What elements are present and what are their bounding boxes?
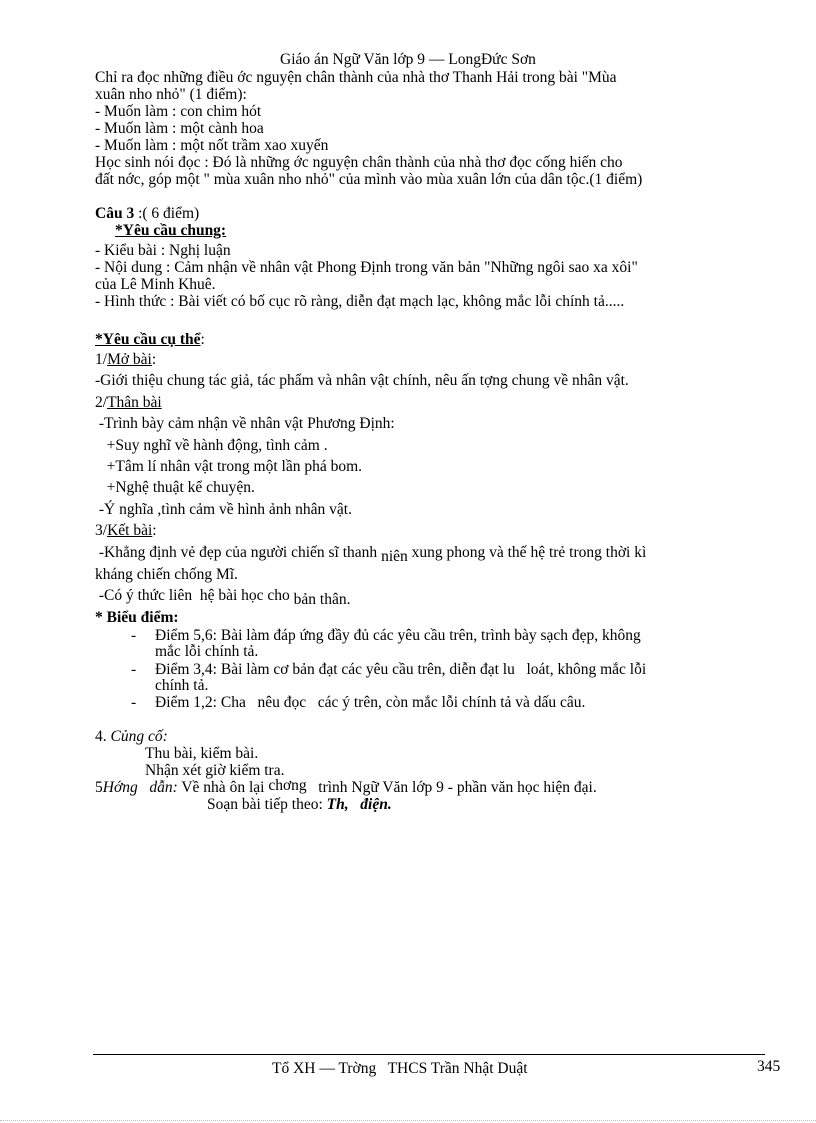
than-bai-label: Thân bài — [107, 394, 162, 411]
wish-item: - Muốn làm : một nốt trầm xao xuyến — [95, 137, 329, 154]
mo-bai-text: -Giới thiệu chung tác giả, tác phẩm và nhân vật chính, nêu ấn tợng chung về nhân vật. — [95, 372, 629, 389]
section-5-label: Hớng dẫn: — [102, 779, 178, 796]
page-header-title: Giáo án Ngữ Văn lớp 9 — LongĐức Sơn — [280, 51, 536, 68]
mo-bai-label: Mở bài — [107, 351, 152, 368]
than-bai-item: -Ý nghĩa ,tình cảm về hình ảnh nhân vật. — [95, 501, 352, 518]
section-5-line: 5Hớng dẫn: Về nhà ôn lại chơng trình Ngữ Văn lớp 9 - phần văn học hiện đại. — [95, 777, 597, 796]
intro-line: Chỉ ra đọc những điều ớc nguyện chân thành của nhà thơ Thanh Hải trong bài "Mùa — [95, 69, 617, 86]
section-5-line: Soạn bài tiếp theo: Th, điện. — [207, 796, 392, 813]
general-item: của Lê Minh Khuê. — [95, 276, 216, 293]
page-edge-dotted-line — [0, 1120, 816, 1121]
ket-bai-line: -Có ý thức liên hệ bài học cho bản thân. — [95, 587, 351, 608]
ket-bai-line: -Khẳng định vẻ đẹp của người chiến sĩ thanh niên xung phong và thế hệ trẻ trong thời kì — [95, 544, 647, 565]
section-4-heading: 4. Củng cố: — [95, 728, 168, 745]
scoring-heading: * Biểu điểm: — [95, 609, 179, 626]
page-number: 345 — [757, 1058, 781, 1075]
section-4-label: Củng cố: — [110, 728, 168, 745]
section-4-item: Thu bài, kiểm bài. — [145, 745, 259, 762]
answer-line: Học sinh nói đọc : Đó là những ớc nguyện chân thành của nhà thơ đọc cống hiến cho — [95, 154, 623, 171]
wish-item: - Muốn làm : một cành hoa — [95, 120, 264, 137]
than-bai-item: +Suy nghĩ về hành động, tình cảm . — [95, 437, 328, 454]
general-requirements-heading: *Yêu cầu chung: — [115, 222, 227, 239]
ket-bai-line: kháng chiến chống Mĩ. — [95, 566, 238, 583]
wish-item: - Muốn làm : con chim hót — [95, 103, 262, 120]
footer-school: Tổ XH — Trờng THCS Trần Nhật Duật — [272, 1060, 528, 1077]
specific-requirements-heading — [95, 331, 205, 348]
footer-divider — [93, 1054, 765, 1055]
section-4-item: Nhận xét giờ kiểm tra. — [145, 762, 285, 779]
question-3-points: :( 6 điểm) — [134, 205, 200, 222]
question-3-heading — [95, 205, 199, 222]
general-item: - Hình thức : Bài viết có bố cục rõ ràng, diễn đạt mạch lạc, không mắc lỗi chính tả..... — [95, 293, 625, 310]
general-item: - Nội dung : Cảm nhận về nhân vật Phong Định trong văn bản "Những ngôi sao xa xôi" — [95, 259, 638, 276]
specific-requirements-colon: : — [200, 331, 205, 348]
than-bai-item: +Nghệ thuật kể chuyện. — [95, 479, 255, 496]
than-bai-item: +Tâm lí nhân vật trong một lần phá bom. — [95, 458, 363, 475]
than-bai-heading: 2/Thân bài — [95, 394, 162, 411]
mo-bai-heading: 1/Mở bài: — [95, 351, 157, 368]
answer-line: đất nớc, góp một " mùa xuân nho nhỏ" của mình vào mùa xuân lớn của dân tộc.(1 điểm) — [95, 171, 643, 188]
specific-requirements-label: *Yêu cầu cụ thể — [95, 331, 201, 348]
question-3-label: Câu 3 — [95, 205, 135, 222]
intro-line: xuân nho nhỏ" (1 điểm): — [95, 86, 247, 103]
ket-bai-label: Kết bài — [107, 522, 153, 539]
than-bai-item: -Trình bày cảm nhận về nhân vật Phương Định: — [95, 415, 395, 432]
ket-bai-heading: 3/Kết bài: — [95, 522, 157, 539]
general-item: - Kiểu bài : Nghị luận — [95, 242, 231, 259]
